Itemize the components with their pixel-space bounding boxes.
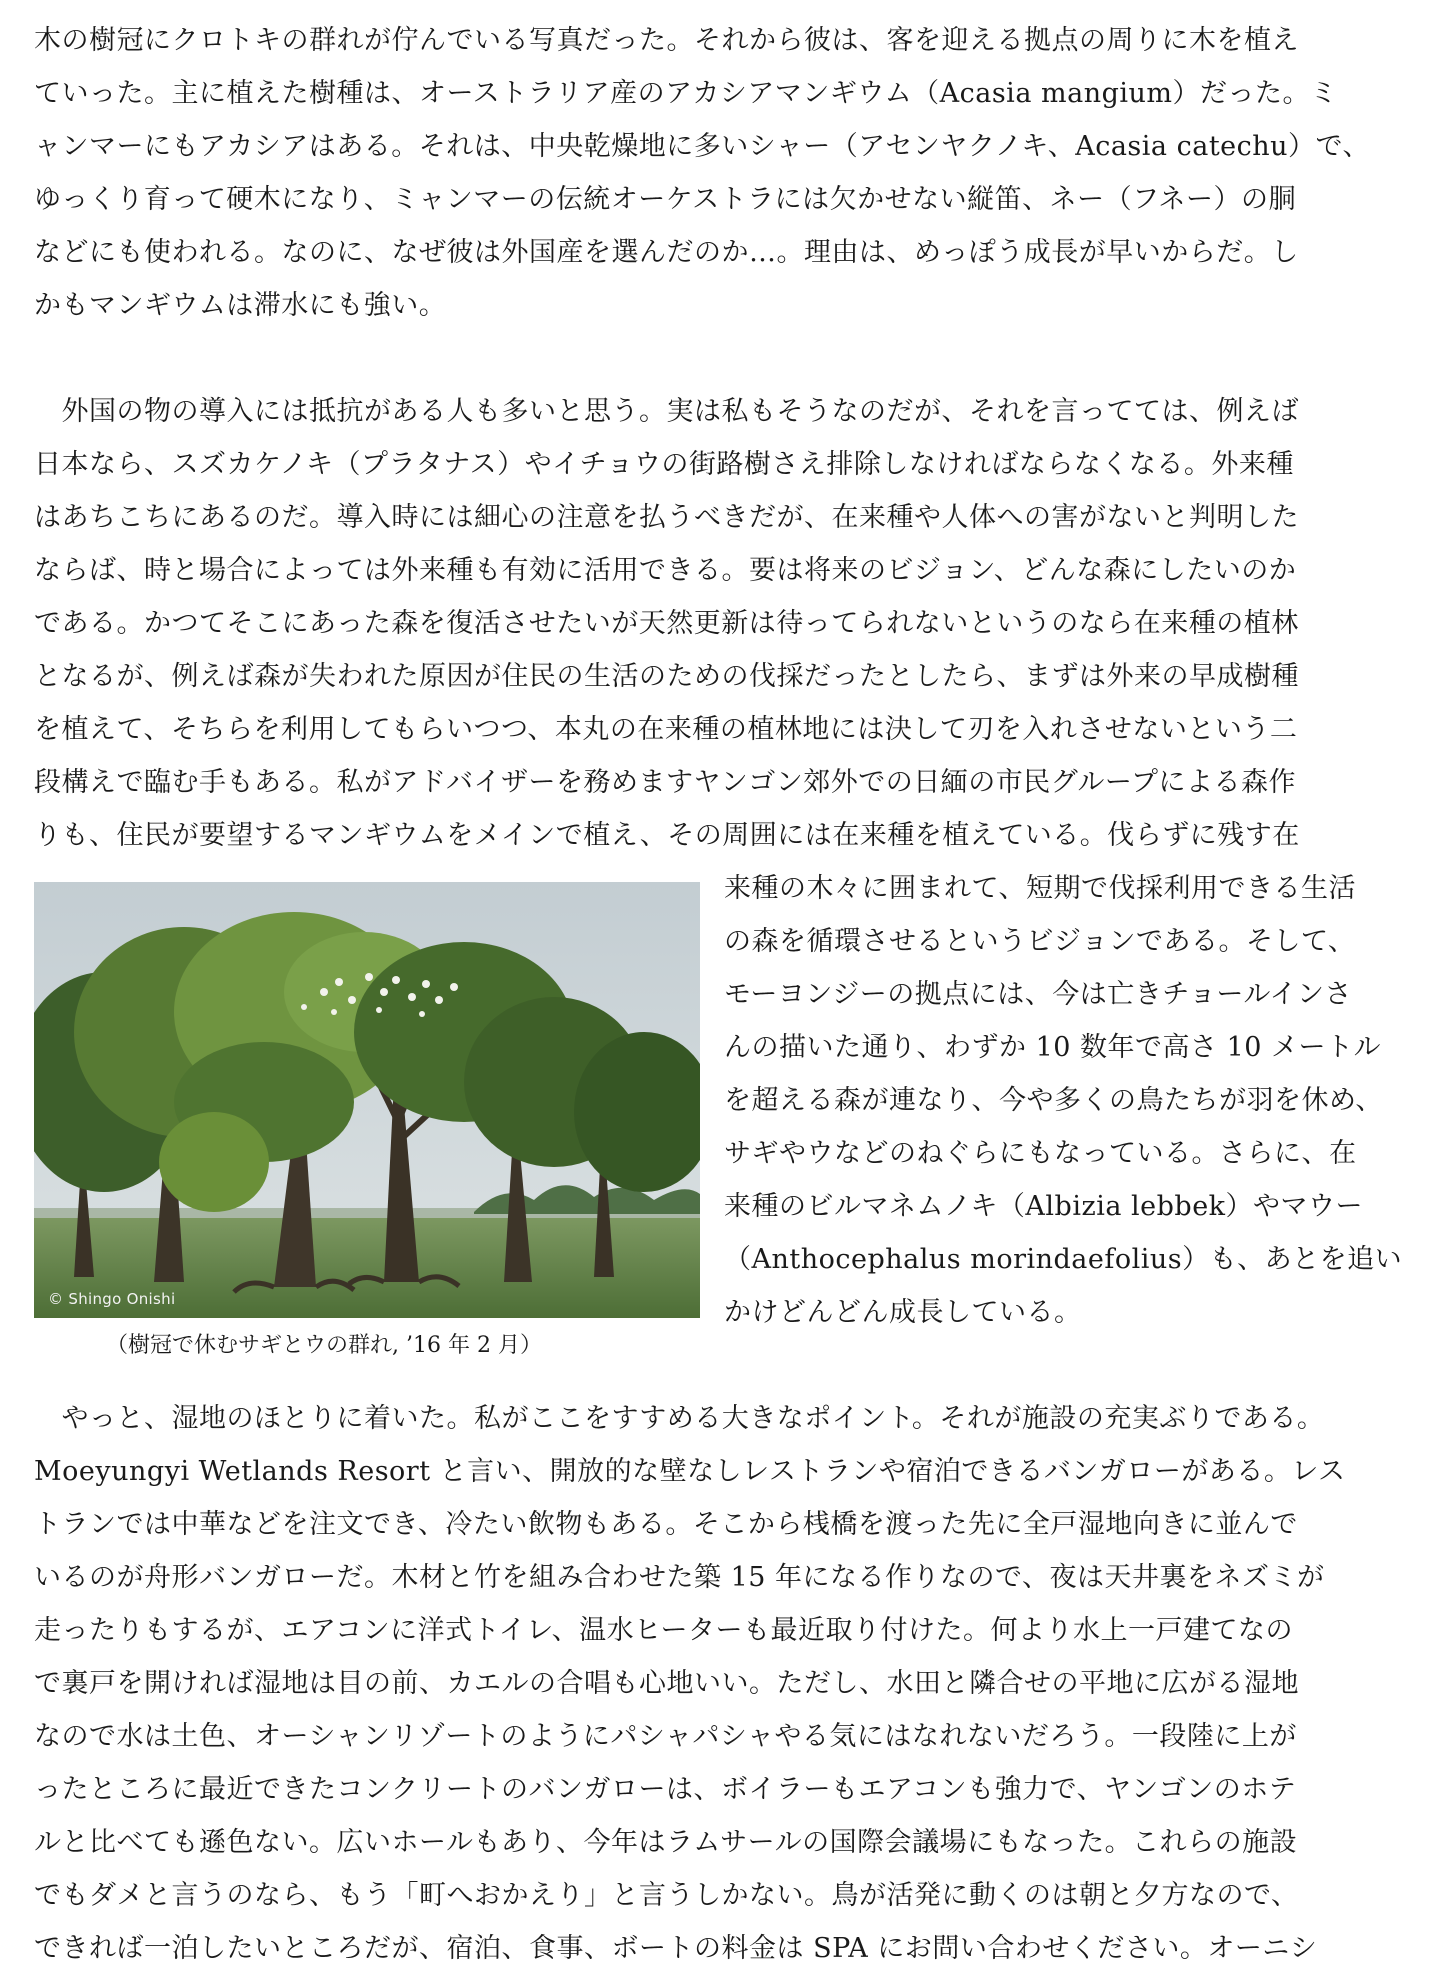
figure-row: [34, 862, 1403, 1358]
text-line: りも、住民が要望するマンギウムをメインで植え、その周囲には在来種を植えている。伐らずに残す在: [34, 820, 1300, 851]
text-line: サギやウなどのねぐらにもなっている。さらに、在: [724, 1138, 1357, 1169]
photo-caption: （樹冠で休むサギとウの群れ, ’16 年 2 月）: [106, 1333, 542, 1358]
paragraph-2-continued: [724, 862, 1402, 1339]
text-line: 来種の木々に囲まれて、短期で伐採利用できる生活: [724, 873, 1356, 904]
text-line: やっと、湿地のほとりに着いた。私がここをすすめる大きなポイント。それが施設の充実ぶりである。: [34, 1403, 1325, 1434]
text-line: できれば一泊したいところだが、宿泊、食事、ボートの料金は SPA にお問い合わせください。オーニシ: [34, 1933, 1318, 1964]
text-line: 日本なら、スズカケノキ（プラタナス）やイチョウの街路樹さえ排除しなければならなくなる。外来種: [34, 449, 1294, 480]
text-line: トランでは中華などを注文でき、冷たい飲物もある。そこから桟橋を渡った先に全戸湿地向きに並んで: [34, 1509, 1298, 1540]
text-line: である。かつてそこにあった森を復活させたいが天然更新は待ってられないというのなら在来種の植林: [34, 608, 1299, 639]
text-line: Moeyungyi Wetlands Resort と言い、開放的な壁なしレストランや宿泊できるバンガローがある。レス: [34, 1456, 1346, 1487]
figure: [34, 882, 700, 1359]
text-line: かけどんどん成長している。: [724, 1297, 1082, 1328]
text-line: 走ったりもするが、エアコンに洋式トイレ、温水ヒーターも最近取り付けた。何より水上一戸建てなの: [34, 1615, 1294, 1646]
text-line: で裏戸を開ければ湿地は目の前、カエルの合唱も心地いい。ただし、水田と隣合せの平地に広がる湿地: [34, 1668, 1299, 1699]
text-line: かもマンギウムは滞水にも強い。: [34, 290, 447, 321]
text-line: なので水は土色、オーシャンリゾートのようにパシャパシャやる気にはなれないだろう。一段陸に上が: [34, 1721, 1297, 1752]
text-line: いるのが舟形バンガローだ。木材と竹を組み合わせた築 15 年になる作りなので、夜は天井裏をネズミが: [34, 1562, 1325, 1593]
paragraph-3: [34, 1392, 1402, 1975]
text-line: の森を循環させるというビジョンである。そして、: [724, 926, 1356, 957]
paragraph-1: [34, 14, 1402, 332]
text-line: 段構えで臨む手もある。私がアドバイザーを務めますヤンゴン郊外での日緬の市民グループによる森作: [34, 767, 1297, 798]
text-line: ったところに最近できたコンクリートのバンガローは、ボイラーもエアコンも強力で、ヤンゴンのホテ: [34, 1774, 1297, 1805]
text-line: 外国の物の導入には抵抗がある人も多いと思う。実は私もそうなのだが、それを言ってては、例えば: [34, 396, 1299, 427]
photo-illustration: [34, 882, 700, 1318]
text-line: でもダメと言うのなら、もう「町へおかえり」と言うしかない。鳥が活発に動くのは朝と夕方なので、: [34, 1880, 1299, 1911]
text-line: 来種のビルマネムノキ（Albizia lebbek）やマウー: [724, 1191, 1364, 1222]
text-line: 木の樹冠にクロトキの群れが佇んでいる写真だった。それから彼は、客を迎える拠点の周りに木を植え: [34, 25, 1299, 56]
photo-credit: © Shingo Onishi: [48, 1290, 176, 1308]
text-line: ならば、時と場合によっては外来種も有効に活用できる。要は将来のビジョン、どんな森にしたいのか: [34, 555, 1297, 586]
text-line: となるが、例えば森が失われた原因が住民の生活のための伐採だったとしたら、まずは外来の早成樹種: [34, 661, 1299, 692]
paragraph-2: [34, 385, 1402, 862]
text-line: ゆっくり育って硬木になり、ミャンマーの伝統オーケストラには欠かせない縦笛、ネー（フネー）の胴: [34, 184, 1297, 215]
text-line: などにも使われる。なのに、なぜ彼は外国産を選んだのか…。理由は、めっぽう成長が早いからだ。し: [34, 237, 1299, 268]
text-line: ルと比べても遜色ない。広いホールもあり、今年はラムサールの国際会議場にもなった。これらの施設: [34, 1827, 1298, 1858]
text-line: を超える森が連なり、今や多くの鳥たちが羽を休め、: [724, 1085, 1383, 1116]
text-line: （Anthocephalus morindaefolius）も、あとを追い: [724, 1244, 1403, 1275]
text-line: ていった。主に植えた樹種は、オーストラリア産のアカシアマンギウム（Acasia mangium）だった。ミ: [34, 78, 1338, 109]
wetland-trees-photo: [34, 882, 700, 1318]
document-page: [34, 14, 1402, 1975]
text-line: ャンマーにもアカシアはある。それは、中央乾燥地に多いシャー（アセンヤクノキ、Acasia catechu）で、: [34, 131, 1371, 162]
text-line: んの描いた通り、わずか 10 数年で高さ 10 メートル: [724, 1032, 1382, 1063]
text-line: を植えて、そちらを利用してもらいつつ、本丸の在来種の植林地には決して刃を入れさせないという二: [34, 714, 1298, 745]
text-line: はあちこちにあるのだ。導入時には細心の注意を払うべきだが、在来種や人体への害がないと判明した: [34, 502, 1299, 533]
text-line: モーヨンジーの拠点には、今は亡きチョールインさ: [724, 979, 1353, 1010]
